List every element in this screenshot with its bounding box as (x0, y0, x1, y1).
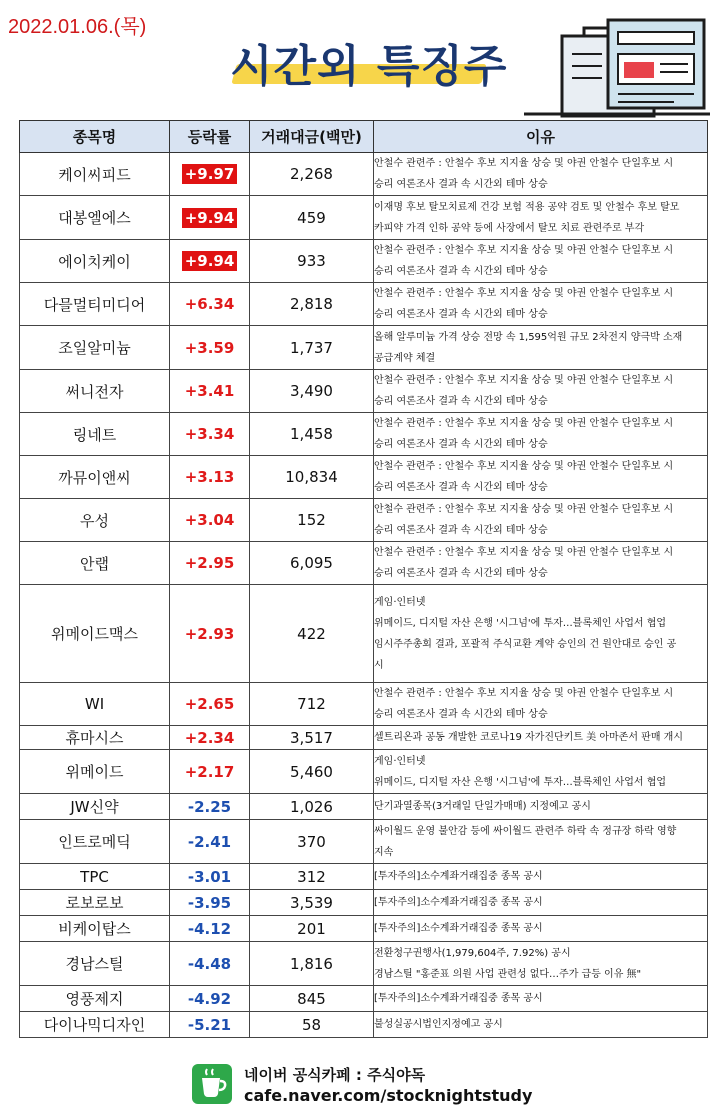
reason-cell (374, 794, 708, 820)
change-value: +9.97 (182, 164, 238, 184)
change-rate (170, 794, 250, 820)
change-rate (170, 240, 250, 283)
reason-line: 안철수 관련주 : 안철수 후보 지지율 상승 및 야권 안철수 단일후보 시 (374, 418, 674, 429)
change-value: +2.65 (184, 695, 235, 713)
reason-line: 전환청구권행사(1,979,604주, 7.92%) 공시 (374, 947, 571, 959)
reason-line: 불성실공시법인지정예고 공시 (374, 1019, 503, 1030)
change-value: +2.95 (184, 554, 235, 572)
reason-line: 게임·인터넷 (374, 596, 426, 608)
reason-cell (374, 283, 708, 326)
reason-line: 승리 여론조사 결과 속 시간외 테마 상승 (374, 439, 548, 450)
reason-line: 승리 여론조사 결과 속 시간외 테마 상승 (374, 309, 548, 320)
reason-cell (374, 820, 708, 864)
stock-name: 대봉엘에스 (20, 196, 170, 240)
change-rate (170, 726, 250, 750)
reason-line: [투자주의]소수계좌거래집중 종목 공시 (374, 993, 543, 1004)
table-header-row (20, 121, 708, 153)
reason-line: 안철수 관련주 : 안철수 후보 지지율 상승 및 야권 안철수 단일후보 시 (374, 688, 674, 699)
reason-line: 안철수 관련주 : 안철수 후보 지지율 상승 및 야권 안철수 단일후보 시 (374, 375, 674, 386)
table-row (20, 916, 708, 942)
trade-volume: 933 (250, 240, 374, 283)
change-value: -4.12 (187, 919, 232, 938)
stock-name: WI (20, 683, 170, 726)
reason-line: 안철수 관련주 : 안철수 후보 지지율 상승 및 야권 안철수 단일후보 시 (374, 158, 674, 169)
reason-cell (374, 750, 708, 794)
change-rate (170, 153, 250, 196)
trade-volume: 3,490 (250, 370, 374, 413)
reason-line: 안철수 관련주 : 안철수 후보 지지율 상승 및 야권 안철수 단일후보 시 (374, 245, 674, 256)
reason-line: 게임·인터넷 (374, 755, 426, 767)
trade-volume: 3,539 (250, 890, 374, 916)
change-rate (170, 1012, 250, 1038)
reason-line: 승리 여론조사 결과 속 시간외 테마 상승 (374, 266, 548, 277)
stock-name: 에이치케이 (20, 240, 170, 283)
trade-volume: 1,737 (250, 326, 374, 370)
change-rate (170, 542, 250, 585)
header-change: 등락률 (170, 121, 250, 153)
change-rate (170, 585, 250, 683)
reason-cell (374, 413, 708, 456)
change-rate (170, 942, 250, 986)
change-value: +3.59 (184, 338, 235, 357)
change-rate (170, 986, 250, 1012)
reason-cell (374, 240, 708, 283)
stock-name: 로보로보 (20, 890, 170, 916)
reason-cell (374, 542, 708, 585)
reason-cell (374, 370, 708, 413)
reason-line: 승리 여론조사 결과 속 시간외 테마 상승 (374, 396, 548, 407)
reason-cell (374, 1012, 708, 1038)
trade-volume: 1,816 (250, 942, 374, 986)
reason-cell (374, 196, 708, 240)
table-row (20, 413, 708, 456)
change-value: -4.48 (187, 954, 232, 973)
change-value: -4.92 (187, 989, 232, 1008)
change-rate (170, 916, 250, 942)
trade-volume: 2,818 (250, 283, 374, 326)
reason-line: 안철수 관련주 : 안철수 후보 지지율 상승 및 야권 안철수 단일후보 시 (374, 547, 674, 558)
reason-cell (374, 726, 708, 750)
stock-name: 경남스틸 (20, 942, 170, 986)
table-row (20, 683, 708, 726)
stock-name: 인트로메딕 (20, 820, 170, 864)
stock-name: JW신약 (20, 794, 170, 820)
change-value: +9.94 (182, 251, 238, 271)
reason-cell (374, 585, 708, 683)
stock-name: 영풍제지 (20, 986, 170, 1012)
trade-volume: 3,517 (250, 726, 374, 750)
reason-cell (374, 683, 708, 726)
page-title: 시간외 특징주 (230, 41, 508, 92)
stock-name: 안랩 (20, 542, 170, 585)
trade-volume: 1,026 (250, 794, 374, 820)
change-rate (170, 456, 250, 499)
reason-cell (374, 456, 708, 499)
table-row (20, 456, 708, 499)
change-value: +6.34 (184, 295, 235, 313)
table-row (20, 499, 708, 542)
table-row (20, 240, 708, 283)
table-row (20, 750, 708, 794)
stock-name: 다이나믹디자인 (20, 1012, 170, 1038)
table-row (20, 864, 708, 890)
trade-volume: 712 (250, 683, 374, 726)
reason-line: 셀트리온과 공동 개발한 코로나19 자가진단키트 美 아마존서 판매 개시 (374, 732, 683, 743)
table-row (20, 326, 708, 370)
change-rate (170, 750, 250, 794)
reason-line: 지속 (374, 846, 394, 858)
trade-volume: 58 (250, 1012, 374, 1038)
reason-line: 카피약 가격 인하 공약 등에 사장에서 탈모 치료 관련주로 부각 (374, 222, 645, 234)
table-row (20, 283, 708, 326)
change-value: -5.21 (187, 1015, 232, 1034)
stock-name: TPC (20, 864, 170, 890)
reason-line: 임시주주총회 결과, 포괄적 주식교환 계약 승인의 건 원안대로 승인 공 (374, 638, 677, 650)
change-rate (170, 864, 250, 890)
change-value: +3.04 (184, 511, 235, 529)
trade-volume: 1,458 (250, 413, 374, 456)
cafe-name: 네이버 공식카페 : 주식야독 (244, 1066, 426, 1084)
reason-line: 안철수 관련주 : 안철수 후보 지지율 상승 및 야권 안철수 단일후보 시 (374, 288, 674, 299)
stock-name: 케이씨피드 (20, 153, 170, 196)
header-reason: 이유 (374, 121, 708, 153)
trade-volume: 312 (250, 864, 374, 890)
stock-name: 다믈멀티미디어 (20, 283, 170, 326)
stock-name: 위메이드 (20, 750, 170, 794)
reason-line: [투자주의]소수계좌거래집중 종목 공시 (374, 871, 543, 882)
change-rate (170, 370, 250, 413)
trade-volume: 10,834 (250, 456, 374, 499)
change-value: +3.41 (184, 382, 235, 400)
trade-volume: 370 (250, 820, 374, 864)
stock-name: 링네트 (20, 413, 170, 456)
reason-line: 승리 여론조사 결과 속 시간외 테마 상승 (374, 568, 548, 579)
reason-line: 위메이드, 디지털 자산 은행 '시그넘'에 투자…블록체인 사업서 협업 (374, 776, 667, 788)
reason-cell (374, 153, 708, 196)
change-value: -2.41 (187, 832, 232, 851)
trade-volume: 845 (250, 986, 374, 1012)
change-value: -2.25 (187, 797, 232, 816)
change-rate (170, 283, 250, 326)
trade-volume: 152 (250, 499, 374, 542)
table-row (20, 890, 708, 916)
reason-line: 경남스틸 "홍준표 의원 사업 관련성 없다…주가 급등 이유 無" (374, 968, 642, 980)
stock-name: 우성 (20, 499, 170, 542)
change-value: +2.34 (184, 728, 235, 747)
reason-line: 승리 여론조사 결과 속 시간외 테마 상승 (374, 525, 548, 536)
reason-line: 단기과열종목(3거래일 단일가매매) 지정예고 공시 (374, 801, 591, 812)
table-row (20, 794, 708, 820)
table-row (20, 726, 708, 750)
change-rate (170, 683, 250, 726)
change-value: +2.17 (184, 762, 235, 781)
change-value: +3.13 (184, 468, 235, 486)
trade-volume: 6,095 (250, 542, 374, 585)
header-volume: 거래대금(백만) (250, 121, 374, 153)
table-row (20, 196, 708, 240)
table-row (20, 585, 708, 683)
change-value: -3.95 (187, 893, 232, 912)
reason-cell (374, 864, 708, 890)
stock-name: 써니전자 (20, 370, 170, 413)
reason-line: 공급계약 체결 (374, 352, 436, 364)
reason-line: 승리 여론조사 결과 속 시간외 테마 상승 (374, 179, 548, 190)
change-value: -3.01 (187, 867, 232, 886)
stock-name: 조일알미늄 (20, 326, 170, 370)
table-row (20, 1012, 708, 1038)
report-date: 2022.01.06.(목) (8, 16, 147, 38)
reason-line: 위메이드, 디지털 자산 은행 '시그넘'에 투자…블록체인 사업서 협업 (374, 617, 667, 629)
change-rate (170, 196, 250, 240)
reason-line: 승리 여론조사 결과 속 시간외 테마 상승 (374, 482, 548, 493)
stock-name: 까뮤이앤씨 (20, 456, 170, 499)
trade-volume: 5,460 (250, 750, 374, 794)
trade-volume: 201 (250, 916, 374, 942)
table-row (20, 542, 708, 585)
change-rate (170, 499, 250, 542)
reason-line: 안철수 관련주 : 안철수 후보 지지율 상승 및 야권 안철수 단일후보 시 (374, 504, 674, 515)
change-value: +9.94 (182, 208, 238, 228)
change-rate (170, 890, 250, 916)
table-row (20, 153, 708, 196)
change-rate (170, 413, 250, 456)
stock-name: 휴마시스 (20, 726, 170, 750)
stock-name: 위메이드맥스 (20, 585, 170, 683)
footer (192, 1060, 592, 1112)
reason-cell (374, 499, 708, 542)
reason-cell (374, 942, 708, 986)
reason-cell (374, 916, 708, 942)
reason-line: 올해 알루미늄 가격 상승 전망 속 1,595억원 규모 2차전지 양극박 소재 (374, 331, 683, 343)
change-value: +2.93 (184, 624, 235, 643)
cafe-url[interactable]: cafe.naver.com/stocknightstudy (244, 1086, 533, 1105)
trade-volume: 422 (250, 585, 374, 683)
reason-line: 시 (374, 659, 384, 671)
reason-line: 이재명 후보 탈모치료제 건강 보험 적용 공약 검토 및 안철수 후보 탈모 (374, 201, 680, 213)
reason-cell (374, 890, 708, 916)
table-row (20, 370, 708, 413)
stocks-table (19, 120, 708, 1038)
header-name: 종목명 (20, 121, 170, 153)
change-rate (170, 326, 250, 370)
reason-cell (374, 326, 708, 370)
change-rate (170, 820, 250, 864)
stock-name: 비케이탑스 (20, 916, 170, 942)
reason-line: 싸이월드 운영 불안감 등에 싸이월드 관련주 하락 속 정규장 하락 영향 (374, 825, 677, 837)
change-value: +3.34 (184, 425, 235, 443)
coffee-cup-icon (192, 1064, 232, 1104)
table-row (20, 986, 708, 1012)
reason-line: 승리 여론조사 결과 속 시간외 테마 상승 (374, 709, 548, 720)
trade-volume: 2,268 (250, 153, 374, 196)
table-row (20, 942, 708, 986)
table-row (20, 820, 708, 864)
reason-cell (374, 986, 708, 1012)
trade-volume: 459 (250, 196, 374, 240)
title-banner (220, 30, 520, 94)
reason-line: 안철수 관련주 : 안철수 후보 지지율 상승 및 야권 안철수 단일후보 시 (374, 461, 674, 472)
newspaper-icon (524, 14, 710, 118)
reason-line: [투자주의]소수계좌거래집중 종목 공시 (374, 897, 543, 908)
reason-line: [투자주의]소수계좌거래집중 종목 공시 (374, 923, 543, 934)
